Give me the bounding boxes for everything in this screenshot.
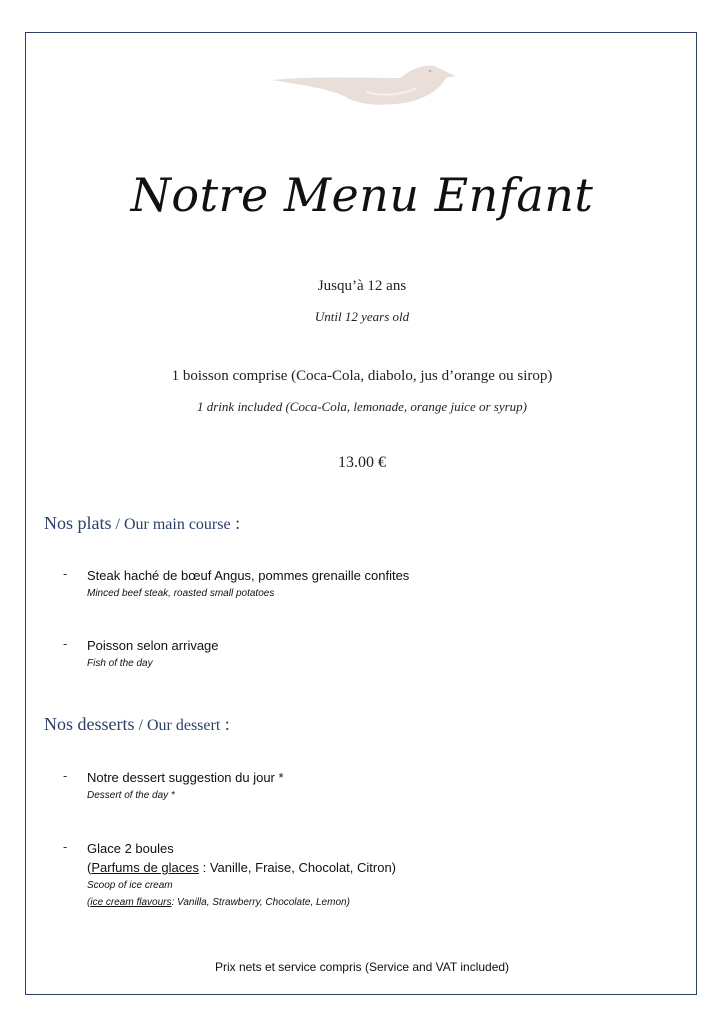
menu-price: 13.00 €: [338, 454, 386, 471]
section-heading-fr: Nos desserts: [44, 714, 135, 734]
section-heading-separator: /: [111, 516, 124, 533]
menu-title: Notre Menu Enfant: [130, 168, 594, 222]
paren-open: (: [87, 860, 92, 875]
item-name-en: Minced beef steak, roasted small potatoes: [87, 588, 275, 599]
drink-included-en: 1 drink included (Coca-Cola, lemonade, orange juice or syrup): [197, 399, 527, 414]
age-limit-fr: Jusqu’à 12 ans: [317, 278, 407, 294]
flavours-list-en: : Vanilla, Strawberry, Chocolate, Lemon): [171, 897, 350, 908]
item-name-en: Dessert of the day *: [87, 790, 175, 801]
age-limit-en: Until 12 years old: [314, 309, 410, 324]
paren-open: (: [87, 897, 91, 908]
section-heading-colon: :: [220, 714, 230, 734]
footer-note: Prix nets et service compris (Service and VAT included): [214, 960, 510, 974]
item-name-fr: Poisson selon arrivage: [87, 638, 219, 653]
section-heading-colon: :: [230, 513, 241, 533]
flavours-label-en: ice cream flavours: [90, 897, 172, 908]
ice-cream-flavours-fr: [87, 858, 647, 877]
bird-logo-icon: [270, 62, 460, 112]
list-dash: -: [63, 636, 68, 651]
item-name-fr: Notre dessert suggestion du jour *: [87, 770, 284, 785]
list-dash: -: [63, 566, 68, 581]
section-heading-main-course: [44, 513, 240, 534]
section-heading-dessert: [44, 714, 230, 735]
item-name-en: Fish of the day: [87, 658, 153, 669]
section-heading-separator: /: [134, 717, 147, 734]
section-heading-en: Our dessert: [146, 717, 221, 734]
item-name-fr: Glace 2 boules: [87, 841, 174, 856]
item-name-en: Scoop of ice cream: [87, 880, 173, 891]
item-name-fr: Steak haché de bœuf Angus, pommes grenaille confites: [87, 568, 410, 583]
section-heading-fr: Nos plats: [44, 513, 112, 533]
section-heading-en: Our main course: [123, 516, 231, 533]
ice-cream-flavours-en: [87, 894, 647, 911]
drink-included-fr: 1 boisson comprise (Coca-Cola, diabolo, jus d’orange ou sirop): [171, 368, 553, 384]
flavours-list-fr: : Vanille, Fraise, Chocolat, Citron): [199, 860, 397, 875]
flavours-label-fr: Parfums de glaces: [91, 860, 200, 875]
list-dash: -: [63, 768, 68, 783]
list-dash: -: [63, 839, 68, 854]
